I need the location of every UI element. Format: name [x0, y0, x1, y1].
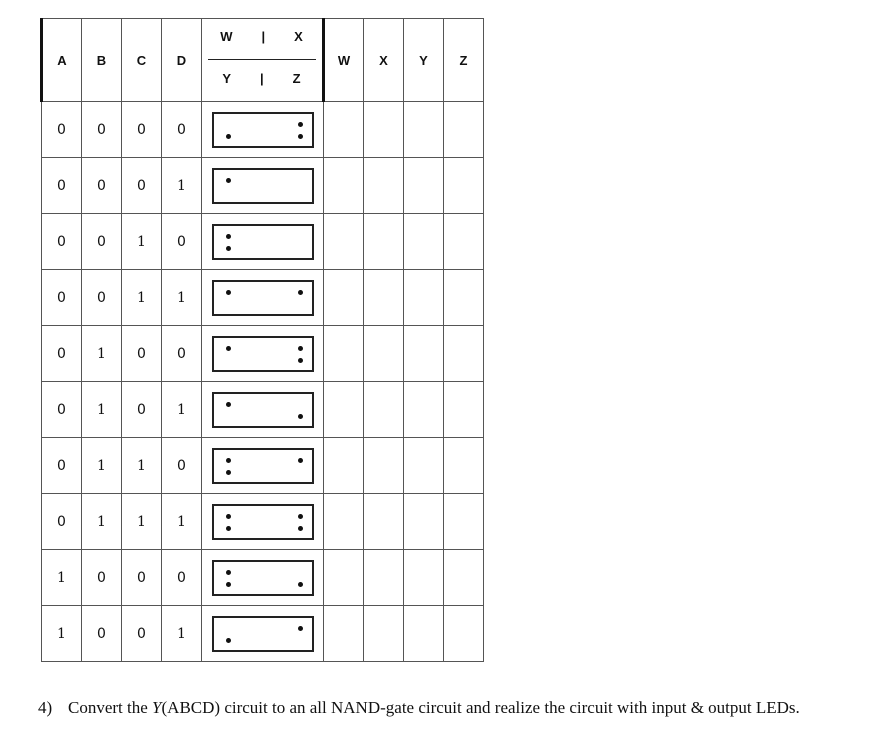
cell-c: 1	[122, 494, 162, 550]
table-row	[42, 270, 484, 326]
cell-b: 1	[82, 438, 122, 494]
cell-d: 1	[162, 494, 202, 550]
led-dot-tr	[298, 290, 303, 295]
cell-led	[202, 214, 324, 270]
led-dot-bl	[226, 246, 231, 251]
cell-led	[202, 102, 324, 158]
header-seg-y: Y	[222, 71, 233, 86]
cell-output-x[interactable]	[364, 102, 404, 158]
header-led-segments	[202, 19, 324, 102]
led-dot-tr	[298, 626, 303, 631]
cell-output-z[interactable]	[444, 494, 484, 550]
led-display-box	[212, 224, 314, 260]
cell-led	[202, 606, 324, 662]
cell-output-y[interactable]	[404, 550, 444, 606]
led-dot-tr	[298, 122, 303, 127]
cell-output-x[interactable]	[364, 214, 404, 270]
cell-output-y[interactable]	[404, 214, 444, 270]
cell-led	[202, 270, 324, 326]
cell-b: 0	[82, 606, 122, 662]
cell-output-w[interactable]	[324, 606, 364, 662]
cell-output-w[interactable]	[324, 382, 364, 438]
question-italic-var: Y	[152, 698, 162, 717]
led-display-box	[212, 112, 314, 148]
cell-output-z[interactable]	[444, 102, 484, 158]
cell-d: 0	[162, 326, 202, 382]
table-row	[42, 214, 484, 270]
header-a: A	[42, 19, 82, 102]
cell-a: 1	[42, 606, 82, 662]
header-z: Z	[444, 19, 484, 102]
cell-output-y[interactable]	[404, 326, 444, 382]
cell-a: 0	[42, 326, 82, 382]
cell-output-x[interactable]	[364, 382, 404, 438]
led-dot-tl	[226, 458, 231, 463]
table-row	[42, 326, 484, 382]
cell-c: 1	[122, 270, 162, 326]
cell-output-z[interactable]	[444, 158, 484, 214]
cell-c: 1	[122, 438, 162, 494]
cell-b: 0	[82, 214, 122, 270]
cell-output-w[interactable]	[324, 494, 364, 550]
cell-output-x[interactable]	[364, 606, 404, 662]
cell-a: 0	[42, 214, 82, 270]
cell-b: 1	[82, 382, 122, 438]
header-c: C	[122, 19, 162, 102]
cell-c: 0	[122, 158, 162, 214]
led-dot-bl	[226, 134, 231, 139]
led-display-box	[212, 392, 314, 428]
header-w: W	[324, 19, 364, 102]
led-display-box	[212, 616, 314, 652]
cell-b: 1	[82, 326, 122, 382]
cell-d: 0	[162, 438, 202, 494]
led-dot-bl	[226, 638, 231, 643]
cell-output-y[interactable]	[404, 270, 444, 326]
header-seg-divider-top: |	[261, 29, 267, 44]
header-b: B	[82, 19, 122, 102]
cell-output-z[interactable]	[444, 438, 484, 494]
table-row	[42, 102, 484, 158]
cell-a: 0	[42, 494, 82, 550]
truth-table	[40, 18, 484, 662]
led-dot-tr	[298, 346, 303, 351]
cell-output-w[interactable]	[324, 550, 364, 606]
table-row	[42, 550, 484, 606]
cell-output-x[interactable]	[364, 494, 404, 550]
header-x: X	[364, 19, 404, 102]
question-text-end: (ABCD) circuit to an all NAND-gate circuit and realize the circuit with input & output LEDs.	[161, 698, 800, 717]
led-dot-br	[298, 582, 303, 587]
cell-a: 0	[42, 382, 82, 438]
cell-output-y[interactable]	[404, 494, 444, 550]
cell-a: 0	[42, 438, 82, 494]
led-dot-tr	[298, 514, 303, 519]
led-dot-br	[298, 414, 303, 419]
cell-output-y[interactable]	[404, 606, 444, 662]
header-seg-x: X	[294, 29, 304, 44]
cell-output-w[interactable]	[324, 158, 364, 214]
cell-c: 0	[122, 606, 162, 662]
led-display-box	[212, 280, 314, 316]
cell-output-z[interactable]	[444, 382, 484, 438]
cell-b: 0	[82, 158, 122, 214]
cell-output-z[interactable]	[444, 270, 484, 326]
cell-d: 1	[162, 382, 202, 438]
cell-b: 0	[82, 102, 122, 158]
led-dot-bl	[226, 526, 231, 531]
cell-a: 0	[42, 270, 82, 326]
cell-led	[202, 382, 324, 438]
table-row	[42, 158, 484, 214]
header-seg-w: W	[220, 29, 234, 44]
header-seg-z: Z	[292, 71, 302, 86]
cell-a: 1	[42, 550, 82, 606]
question-number: 4)	[38, 698, 53, 717]
header-row	[42, 19, 484, 102]
led-dot-tl	[226, 570, 231, 575]
cell-output-z[interactable]	[444, 550, 484, 606]
cell-output-y[interactable]	[404, 102, 444, 158]
cell-c: 0	[122, 382, 162, 438]
cell-c: 0	[122, 102, 162, 158]
led-dot-tl	[226, 402, 231, 407]
table-row	[42, 382, 484, 438]
led-dot-tl	[226, 178, 231, 183]
header-seg-rule	[208, 59, 316, 60]
cell-c: 1	[122, 214, 162, 270]
led-display-box	[212, 504, 314, 540]
question-text	[68, 696, 848, 720]
led-dot-tl	[226, 290, 231, 295]
cell-b: 0	[82, 270, 122, 326]
cell-d: 1	[162, 158, 202, 214]
cell-led	[202, 158, 324, 214]
cell-led	[202, 438, 324, 494]
cell-output-y[interactable]	[404, 382, 444, 438]
cell-output-x[interactable]	[364, 550, 404, 606]
cell-output-z[interactable]	[444, 326, 484, 382]
cell-b: 0	[82, 550, 122, 606]
cell-a: 0	[42, 102, 82, 158]
led-dot-br	[298, 134, 303, 139]
table-row	[42, 606, 484, 662]
header-d: D	[162, 19, 202, 102]
led-display-box	[212, 448, 314, 484]
cell-led	[202, 550, 324, 606]
cell-d: 1	[162, 270, 202, 326]
cell-led	[202, 494, 324, 550]
cell-led	[202, 326, 324, 382]
cell-output-w[interactable]	[324, 438, 364, 494]
led-dot-tl	[226, 234, 231, 239]
table-row	[42, 438, 484, 494]
cell-d: 0	[162, 550, 202, 606]
led-display-box	[212, 336, 314, 372]
led-dot-bl	[226, 582, 231, 587]
cell-output-y[interactable]	[404, 158, 444, 214]
led-dot-bl	[226, 470, 231, 475]
cell-output-x[interactable]	[364, 158, 404, 214]
question-text-start: Convert the	[68, 698, 153, 717]
led-dot-tr	[298, 458, 303, 463]
cell-d: 0	[162, 214, 202, 270]
cell-d: 1	[162, 606, 202, 662]
header-seg-divider-bottom: |	[260, 71, 265, 86]
cell-c: 0	[122, 326, 162, 382]
cell-output-y[interactable]	[404, 438, 444, 494]
cell-output-x[interactable]	[364, 326, 404, 382]
cell-c: 0	[122, 550, 162, 606]
led-display-box	[212, 168, 314, 204]
led-dot-tl	[226, 346, 231, 351]
cell-output-w[interactable]	[324, 326, 364, 382]
cell-d: 0	[162, 102, 202, 158]
cell-output-w[interactable]	[324, 270, 364, 326]
header-y: Y	[404, 19, 444, 102]
question-4	[38, 696, 838, 720]
cell-a: 0	[42, 158, 82, 214]
cell-output-w[interactable]	[324, 102, 364, 158]
cell-output-z[interactable]	[444, 606, 484, 662]
table-row	[42, 494, 484, 550]
led-dot-tl	[226, 514, 231, 519]
led-dot-br	[298, 358, 303, 363]
cell-output-x[interactable]	[364, 270, 404, 326]
cell-output-x[interactable]	[364, 438, 404, 494]
cell-output-z[interactable]	[444, 214, 484, 270]
led-dot-br	[298, 526, 303, 531]
cell-output-w[interactable]	[324, 214, 364, 270]
led-display-box	[212, 560, 314, 596]
cell-b: 1	[82, 494, 122, 550]
